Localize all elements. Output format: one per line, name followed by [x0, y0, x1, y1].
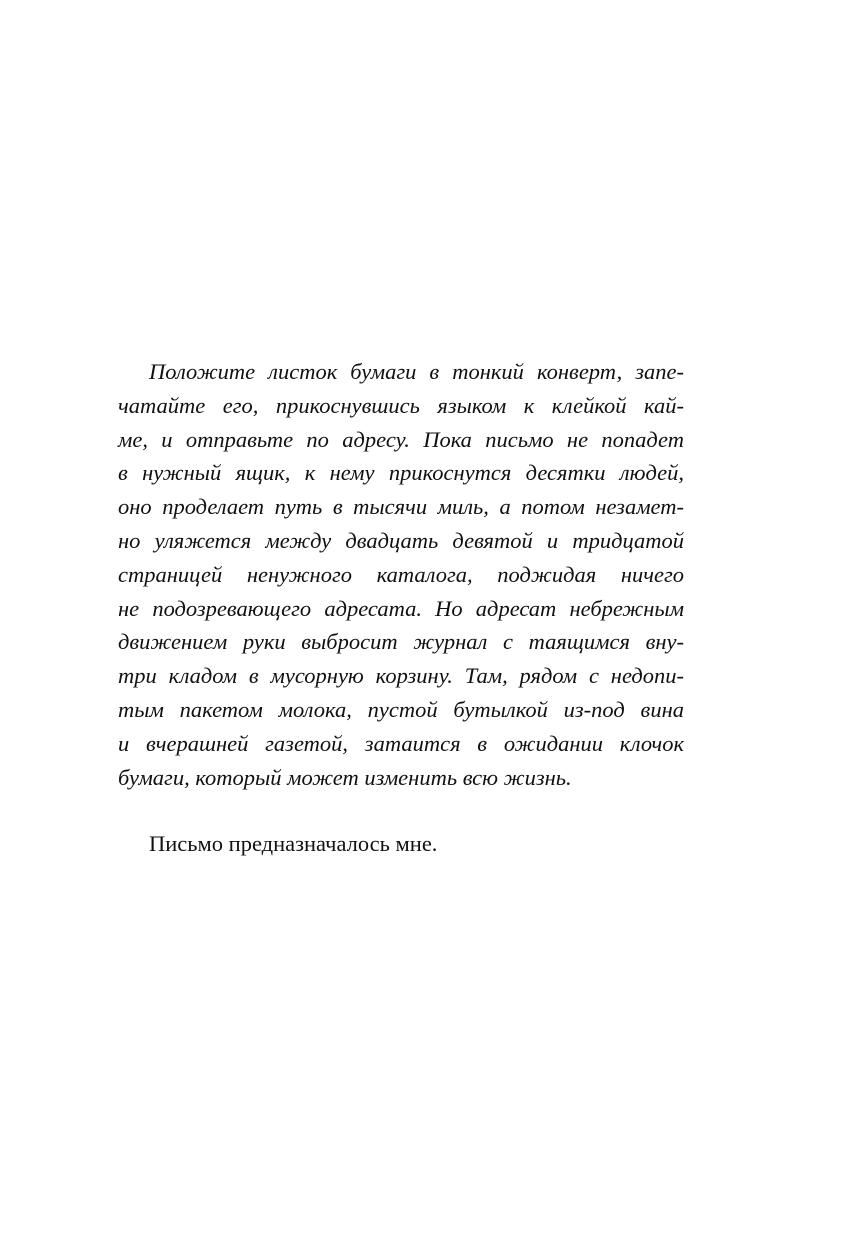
body-paragraph: Письмо предназначалось мне. — [149, 831, 438, 856]
epigraph-line: оно проделает путь в тысячи миль, а потом незамет- — [118, 494, 684, 520]
epigraph-line: бумаги, который может изменить всю жизнь. — [118, 764, 572, 790]
epigraph-line: движением руки выбросит журнал с таящимся вну- — [118, 629, 684, 655]
epigraph-line: три кладом в мусорную корзину. Там, рядом с недопи- — [118, 663, 684, 689]
epigraph-line: страницей ненужного каталога, поджидая ничего — [118, 561, 684, 587]
epigraph-line: но уляжется между двадцать девятой и тридцатой — [118, 527, 684, 553]
epigraph-line: Положите листок бумаги в тонкий конверт, запе- — [149, 359, 684, 384]
epigraph-line: чатайте его, прикоснувшись языком к клейкой кай- — [118, 392, 684, 418]
epigraph-line: тым пакетом молока, пустой бутылкой из-под вина — [118, 696, 684, 722]
epigraph-line: не подозревающего адресата. Но адресат небрежным — [118, 595, 684, 621]
epigraph-line: и вчерашней газетой, затаится в ожидании клочок — [118, 730, 684, 756]
epigraph-line: ме, и отправьте по адресу. Пока письмо не попадет — [118, 426, 684, 452]
epigraph-line: в нужный ящик, к нему прикоснутся десятки людей, — [118, 460, 684, 486]
epigraph-paragraph — [118, 355, 684, 794]
